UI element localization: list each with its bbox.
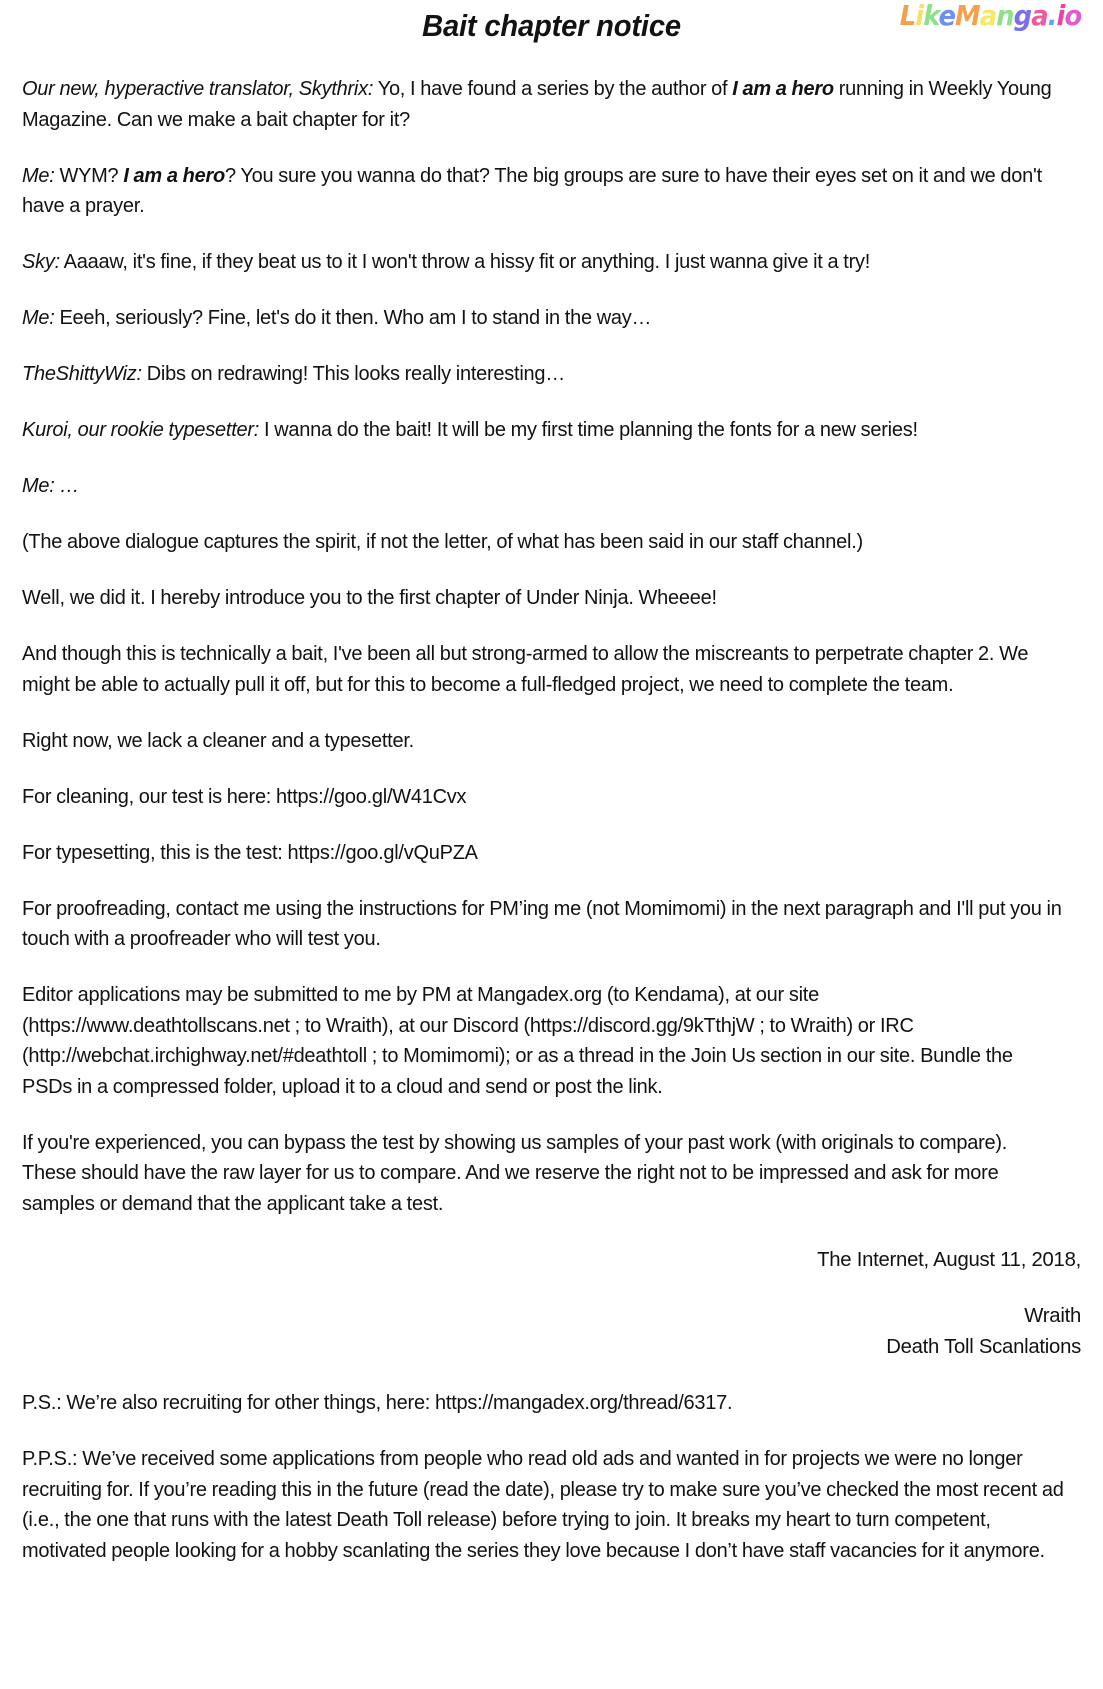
dialogue-text: WYM? [54,164,124,187]
paragraph-experienced: If you're experienced, you can bypass the test by showing us samples of your past work (with originals to compare). These should have the raw layer for us to compare. And we reserve the right not to be impressed and ask for more samples or demand that the applicant take a test. [22,1131,1008,1215]
dialogue-speaker: Our new, hyperactive translator, Skythrix: [22,78,374,100]
postscript-block [22,1388,1081,1566]
watermark-letter: e [938,0,955,32]
dialogue-line [22,74,1065,135]
dialogue-speaker: Me: [22,164,55,187]
dialogue-line [22,247,1065,278]
watermark-letter: . [1047,0,1057,32]
page-title: Bait chapter notice [422,8,681,43]
watermark-letter: i [915,0,923,32]
signature-block [22,1245,1081,1363]
referenced-work-title: I am a hero [123,164,225,187]
dialogue-text: Dibs on redrawing! This looks really interesting… [141,363,565,385]
signature-group: Death Toll Scanlations [886,1335,1081,1358]
dialogue-speaker: TheShittyWiz: [22,363,142,385]
paragraph-applications: Editor applications may be submitted to me by PM at Mangadex.org (to Kendama), at our site (https://www.deathtollscans.net ; to Wraith), at our Discord (https://discord.gg/9kTthjW ; to Wraith) or IRC (http://webchat.irchighway.net/#deathtoll ; to Momimomi); or as a thread in the Join Us section in our site. Bundle the PSDs in a compressed folder, upload it to a cloud and send or post the link. [22,984,1013,1098]
paragraph-bait-note: And though this is technically a bait, I've been all but strong-armed to allow the miscreants to perpetrate chapter 2. We might be able to actually pull it off, but for this to become a full-fledged project, we need to complete the team. [22,643,1029,696]
watermark-letter: L [899,0,916,32]
paragraph-pps: P.P.S.: We’ve received some applications from people who read old ads and wanted in for projects we were no longer recruiting for. If you’re reading this in the future (read the date), please try to make sure you’ve checked the most recent ad (i.e., the one that runs with the latest Death Toll release) before trying to join. It breaks my heart to turn competent, motivated people looking for a hobby scanlating the series they love because I don’t have staff vacancies for it anymore. [22,1448,1064,1562]
watermark-letter: a [979,0,997,32]
dialogue-text: running in Weekly Young Magazine. Can we make a bait chapter for it? [22,78,1052,131]
dialogue-line [22,415,1065,446]
dialogue-block [22,74,1081,446]
dialogue-text: ? You sure you wanna do that? The big groups are sure to have their eyes set on it and we don't have a prayer. [22,164,1042,217]
dialogue-speaker: Kuroi, our rookie typesetter: [22,419,260,441]
dialogue-text: I wanna do the bait! It will be my first time planning the fonts for a new series! [259,419,918,441]
paragraph-typesetting-test: For typesetting, this is the test: https://goo.gl/vQuPZA [22,841,478,864]
notice-body [22,62,1081,1566]
signature-date: The Internet, August 11, 2018, [817,1248,1081,1271]
dialogue-text: Eeeh, seriously? Fine, let's do it then. Who am I to stand in the way… [54,307,652,329]
watermark-letter: k [922,0,939,32]
page-header [22,0,1081,62]
paragraph-proofreading: For proofreading, contact me using the instructions for PM’ing me (not Momimomi) in the next paragraph and I'll put you in touch with a proofreader who will test you. [22,897,1062,950]
paragraph-cleaning-test: For cleaning, our test is here: https://goo.gl/W41Cvx [22,785,467,808]
watermark-letter: n [996,0,1014,32]
dialogue-text: Yo, I have found a series by the author of [373,78,733,100]
paragraph-needs: Right now, we lack a cleaner and a typesetter. [22,729,414,752]
watermark-letter: i [1056,0,1065,32]
dialogue-speaker: Sky: [22,251,60,273]
watermark-letter: a [1030,0,1048,32]
dialogue-text: Aaaaw, it's fine, if they beat us to it I won't throw a hissy fit or anything. I just wanna give it a try! [59,251,871,273]
signature-name: Wraith [1024,1305,1081,1327]
watermark-letter: g [1013,0,1031,32]
paragraph-intro: Well, we did it. I hereby introduce you to the first chapter of Under Ninja. Wheeee! [22,587,717,609]
site-watermark-logo [900,2,1081,30]
dialogue-speaker: Me: [22,307,55,329]
paragraph-ps: P.S.: We’re also recruiting for other things, here: https://mangadex.org/thread/6317. [22,1392,733,1414]
paragraph-disclaimer: (The above dialogue captures the spirit, if not the letter, of what has been said in our staff channel.) [22,531,863,553]
dialogue-line [22,303,1065,334]
dialogue-me-ellipsis: Me: … [22,475,80,497]
watermark-letter: o [1064,0,1081,32]
referenced-work-title: I am a hero [732,78,834,100]
dialogue-line [22,359,1065,390]
dialogue-line [22,161,1065,222]
watermark-letter: M [954,0,980,32]
